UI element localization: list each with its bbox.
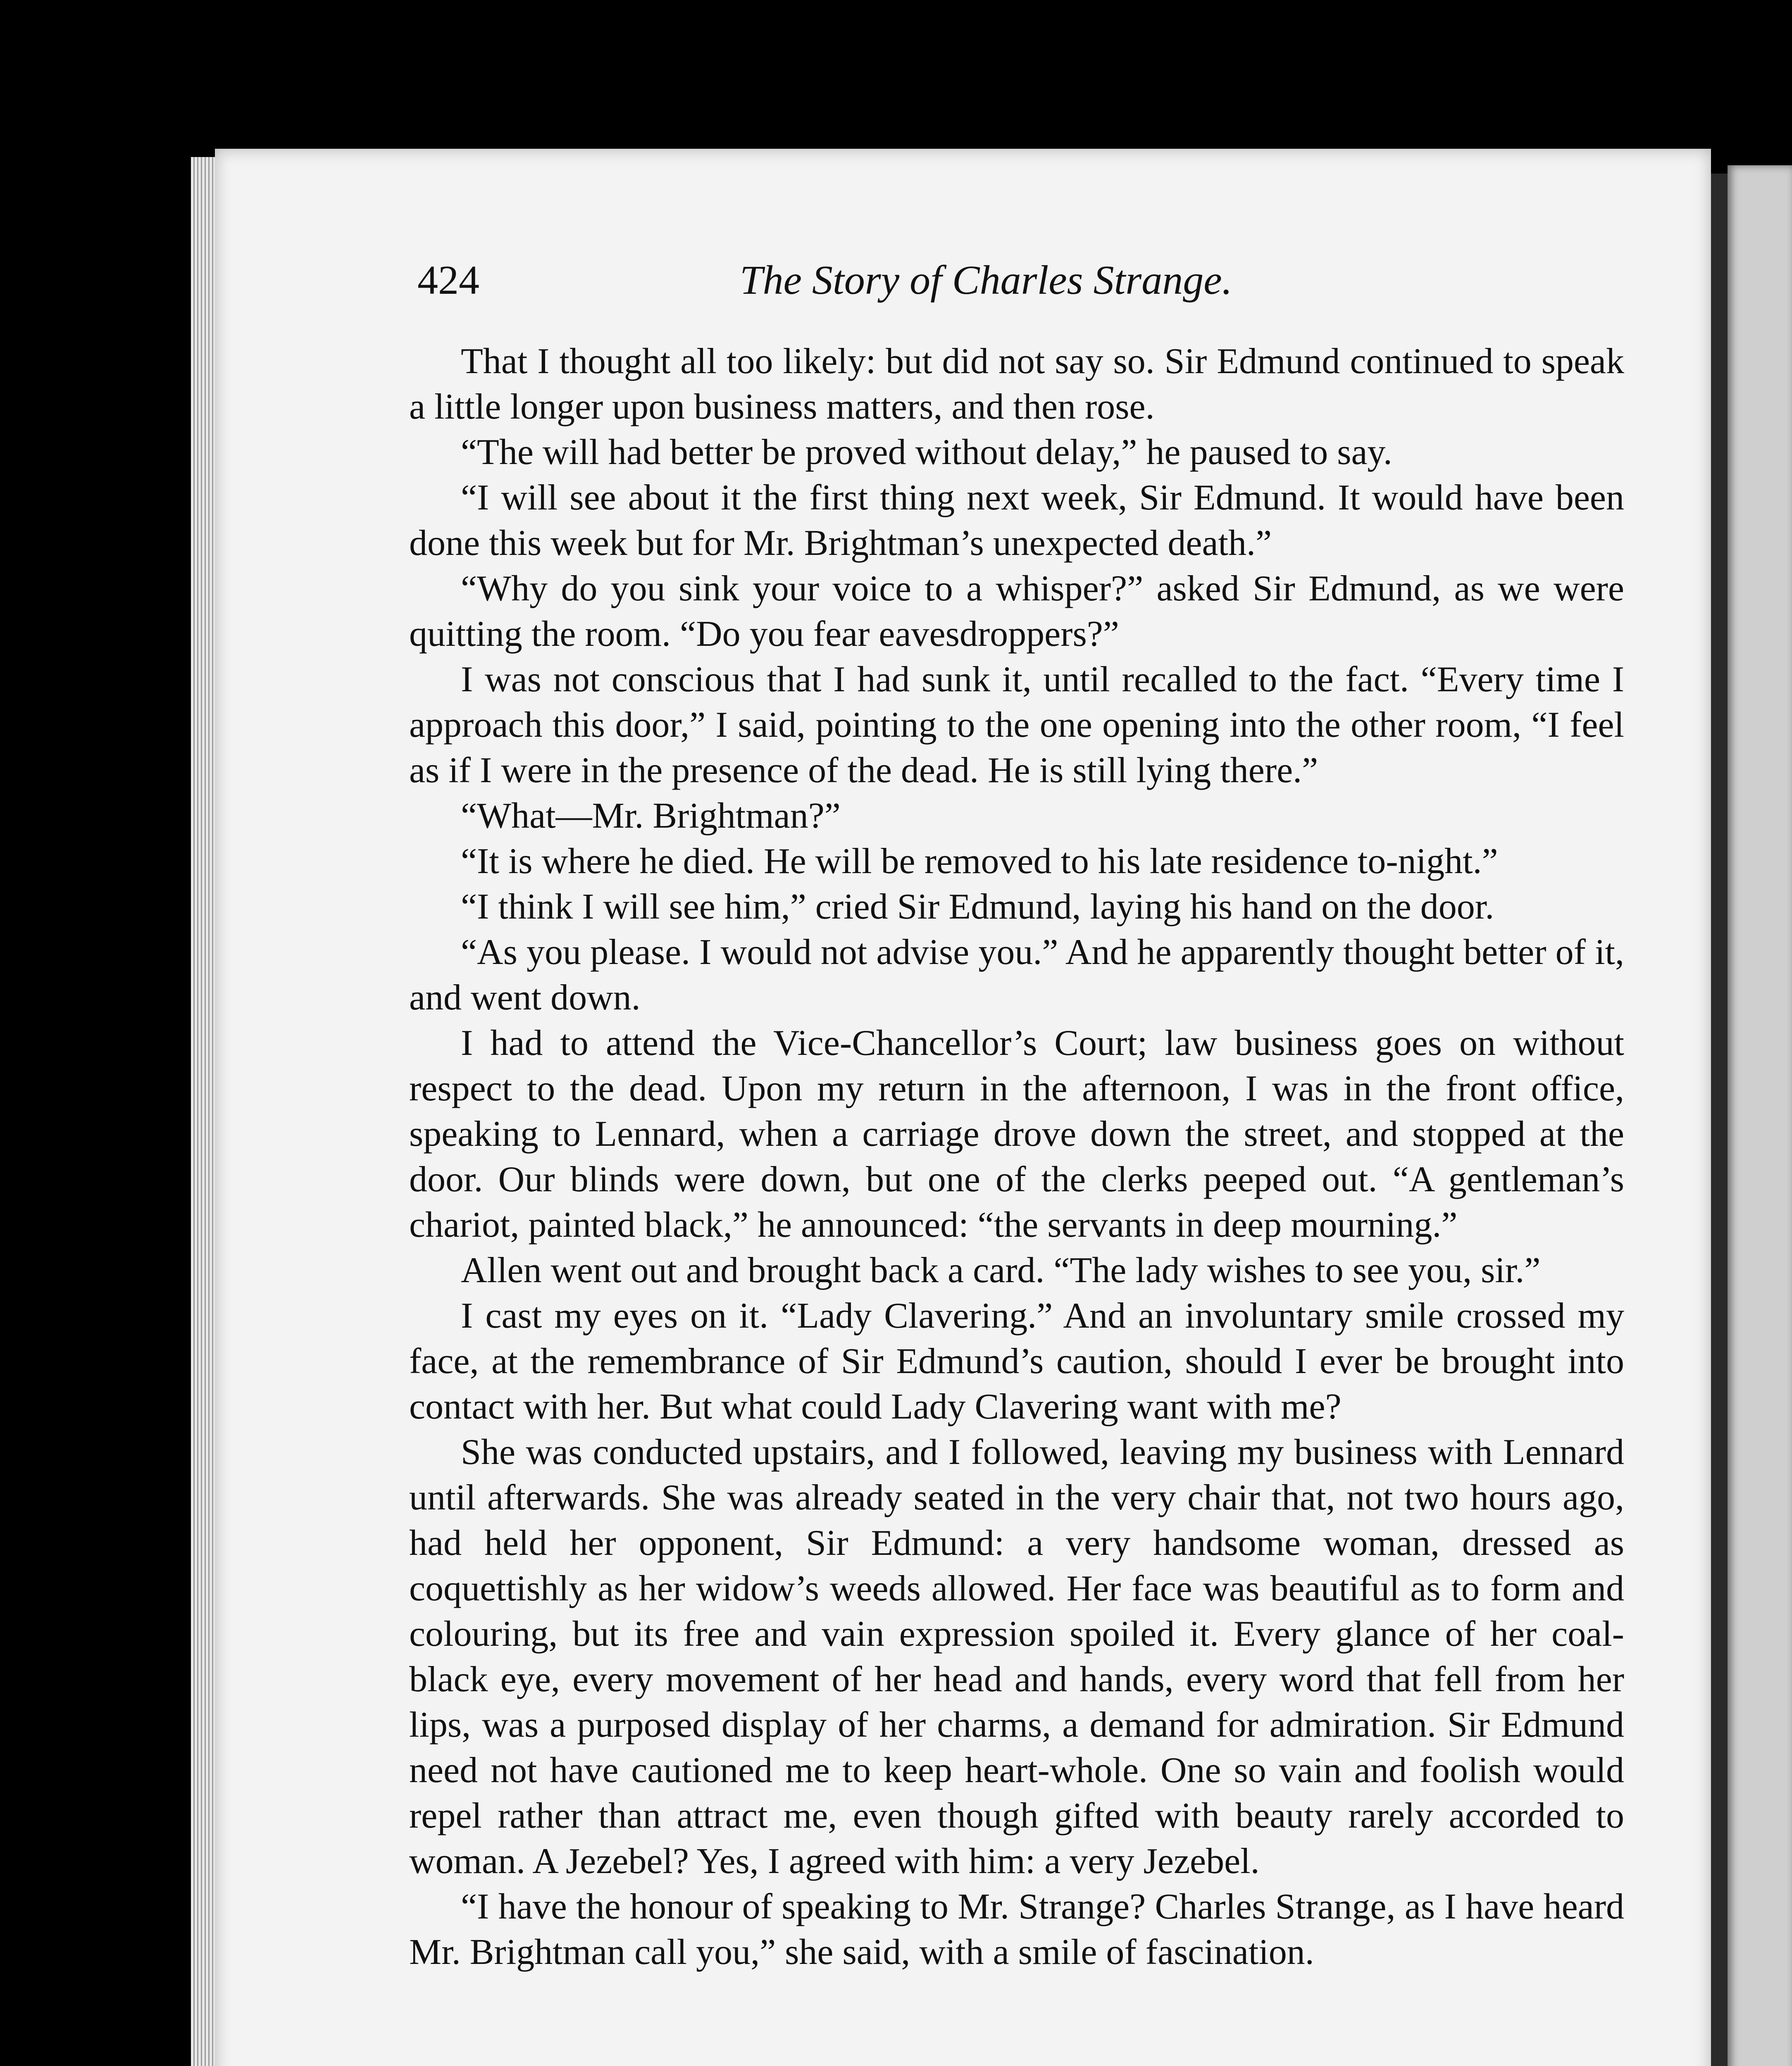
paragraph: I had to attend the Vice-Chancellor’s Court; law business goes on without respect to the dead. Upon my return in the afternoon, I was in the front office, speaking to Lennard, when a carriage drove down the street, and stopped at the door. Our blinds were down, but one of the clerks peeped out. “A gentleman’s chariot, painted black,” he announced: “the servants in deep mourning.” [409, 1023, 1624, 1245]
paragraph: I cast my eyes on it. “Lady Clavering.” And an involuntary smile crossed my face, at the remembrance of Sir Edmund’s caution, should I ever be brought into contact with her. But what could Lady Clavering want with me? [409, 1296, 1624, 1427]
paragraph: “I think I will see him,” cried Sir Edmund, laying his hand on the door. [461, 887, 1494, 927]
paragraph: I was not conscious that I had sunk it, until recalled to the fact. “Every time I approach this door,” I said, pointing to the one opening into the other room, “I feel as if I were in the presence of the dead. He is still lying there.” [409, 659, 1624, 790]
paragraph: “As you please. I would not advise you.” And he apparently thought better of it, and went down. [409, 932, 1624, 1018]
paragraph: “What—Mr. Brightman?” [461, 796, 841, 836]
book-edge-left [191, 157, 216, 2066]
body-text [409, 339, 1624, 1975]
paragraph: That I thought all too likely: but did not say so. Sir Edmund continued to speak a little longer upon business matters, and then rose. [409, 341, 1624, 427]
running-title: The Story of Charles Strange. [740, 257, 1232, 303]
paragraph: She was conducted upstairs, and I followed, leaving my business with Lennard until afterwards. She was already seated in the very chair that, not two hours ago, had held her opponent, Sir Edmund: a very handsome woman, dressed as coquettishly as her widow’s weeds allowed. Her face was beautiful as to form and colouring, but its free and vain expression spoiled it. Every glance of her coal-black eye, every movement of her head and hands, every word that fell from her lips, was a purposed display of her charms, a demand for admiration. Sir Edmund need not have cautioned me to keep heart-whole. One so vain and foolish would repel rather than attract me, even though gifted with beauty rarely accorded to woman. A Jezebel? Yes, I agreed with him: a very Jezebel. [409, 1432, 1624, 1881]
facing-page-edge [1728, 165, 1792, 2066]
page-gutter-shadow [1711, 174, 1728, 2066]
paragraph: “The will had better be proved without delay,” he paused to say. [461, 432, 1392, 472]
paragraph: “Why do you sink your voice to a whisper?” asked Sir Edmund, as we were quitting the room. “Do you fear eavesdroppers?” [409, 569, 1624, 654]
page-number: 424 [417, 257, 479, 303]
paragraph: “I will see about it the first thing next week, Sir Edmund. It would have been done this week but for Mr. Brightman’s unexpected death.” [409, 478, 1624, 563]
paragraph: “It is where he died. He will be removed to his late residence to-night.” [461, 841, 1498, 881]
paragraph: Allen went out and brought back a card. “The lady wishes to see you, sir.” [461, 1250, 1541, 1290]
running-head [417, 256, 1327, 306]
paragraph: “I have the honour of speaking to Mr. Strange? Charles Strange, as I have heard Mr. Brightman call you,” she said, with a smile of fascination. [409, 1887, 1624, 1972]
